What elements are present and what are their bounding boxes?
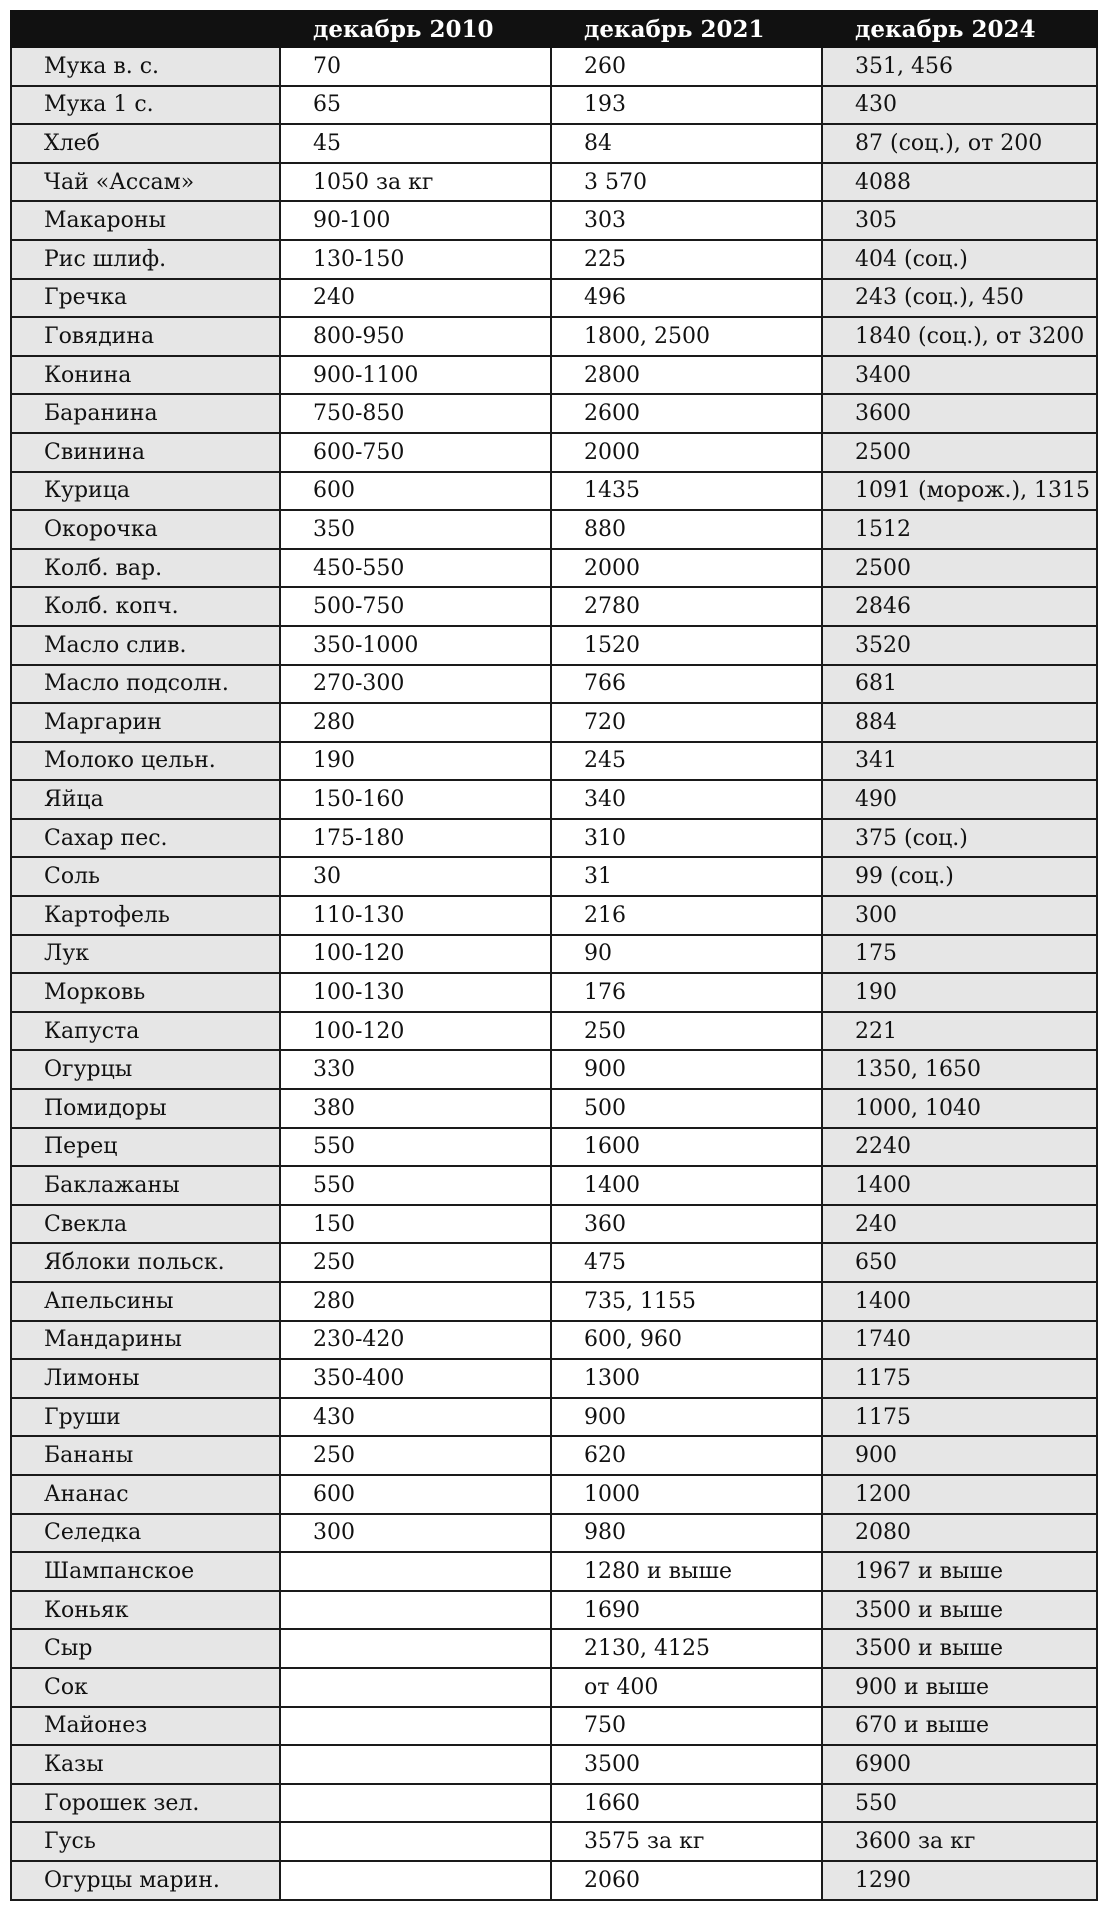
product-cell: Бананы [11,1436,280,1475]
product-cell: Говядина [11,317,280,356]
price-2024-cell: 99 (соц.) [822,857,1097,896]
price-2010-cell: 100-120 [280,1012,551,1051]
price-2021-cell: 900 [551,1050,822,1089]
product-cell: Огурцы [11,1050,280,1089]
price-2010-cell: 450-550 [280,549,551,588]
price-2021-cell: 900 [551,1398,822,1437]
product-cell: Свекла [11,1205,280,1244]
product-cell: Сок [11,1668,280,1707]
product-cell: Лимоны [11,1359,280,1398]
price-2010-cell [280,1668,551,1707]
price-2021-cell: 980 [551,1514,822,1553]
price-2021-cell: 2000 [551,433,822,472]
price-2024-cell: 1000, 1040 [822,1089,1097,1128]
price-2024-cell: 1512 [822,510,1097,549]
price-2024-cell: 175 [822,935,1097,974]
price-2024-cell: 375 (соц.) [822,819,1097,858]
price-2010-cell [280,1552,551,1591]
product-cell: Апельсины [11,1282,280,1321]
price-2024-cell: 1290 [822,1861,1097,1900]
price-2010-cell [280,1861,551,1900]
price-2024-cell: 550 [822,1784,1097,1823]
price-2024-cell: 2080 [822,1514,1097,1553]
price-2010-cell: 1050 за кг [280,163,551,202]
price-2024-cell: 884 [822,703,1097,742]
product-cell: Майонез [11,1707,280,1746]
price-2021-cell: 340 [551,780,822,819]
product-cell: Колб. копч. [11,587,280,626]
price-2021-cell: 3575 за кг [551,1822,822,1861]
table-row [11,1321,1097,1360]
price-2021-cell: 3 570 [551,163,822,202]
price-2010-cell: 270-300 [280,665,551,704]
table-row [11,819,1097,858]
price-2024-cell: 341 [822,742,1097,781]
price-2024-cell: 3400 [822,356,1097,395]
table-row [11,240,1097,279]
price-2010-cell: 300 [280,1514,551,1553]
price-2024-cell: 3500 и выше [822,1591,1097,1630]
product-cell: Масло подсолн. [11,665,280,704]
price-2024-cell: 1175 [822,1398,1097,1437]
price-2021-cell: 620 [551,1436,822,1475]
price-2010-cell [280,1784,551,1823]
price-table-container [10,10,1096,1910]
price-2010-cell: 240 [280,279,551,318]
product-cell: Масло слив. [11,626,280,665]
table-row [11,896,1097,935]
product-cell: Макароны [11,201,280,240]
price-2024-cell: 650 [822,1243,1097,1282]
product-cell: Селедка [11,1514,280,1553]
product-cell: Мука в. с. [11,47,280,86]
price-2010-cell: 430 [280,1398,551,1437]
price-2010-cell: 175-180 [280,819,551,858]
price-2010-cell: 600 [280,1475,551,1514]
price-2021-cell: 84 [551,124,822,163]
price-2021-cell: 310 [551,819,822,858]
product-cell: Хлеб [11,124,280,163]
price-2010-cell: 150 [280,1205,551,1244]
table-row [11,1668,1097,1707]
table-header [11,11,1097,47]
table-row [11,1359,1097,1398]
price-2021-cell: 245 [551,742,822,781]
price-2021-cell: 880 [551,510,822,549]
price-2010-cell [280,1591,551,1630]
product-cell: Груши [11,1398,280,1437]
price-2021-cell: 2130, 4125 [551,1629,822,1668]
price-2010-cell: 350-1000 [280,626,551,665]
product-cell: Огурцы марин. [11,1861,280,1900]
price-2021-cell: 176 [551,973,822,1012]
price-2024-cell: 1967 и выше [822,1552,1097,1591]
price-2021-cell: 2800 [551,356,822,395]
table-row [11,1436,1097,1475]
product-cell: Молоко цельн. [11,742,280,781]
price-2021-cell: 2780 [551,587,822,626]
product-cell: Коньяк [11,1591,280,1630]
price-2010-cell [280,1745,551,1784]
product-cell: Ананас [11,1475,280,1514]
table-row [11,510,1097,549]
price-2021-cell: 250 [551,1012,822,1051]
price-2021-cell: 90 [551,935,822,974]
price-2021-cell: 475 [551,1243,822,1282]
price-2021-cell: 735, 1155 [551,1282,822,1321]
price-2024-cell: 300 [822,896,1097,935]
table-row [11,47,1097,86]
table-row [11,780,1097,819]
price-2010-cell: 90-100 [280,201,551,240]
product-cell: Перец [11,1128,280,1167]
price-2010-cell: 30 [280,857,551,896]
price-2010-cell [280,1822,551,1861]
table-row [11,665,1097,704]
price-2024-cell: 404 (соц.) [822,240,1097,279]
price-2010-cell: 350 [280,510,551,549]
price-2021-cell: 2600 [551,394,822,433]
product-cell: Гусь [11,1822,280,1861]
table-row [11,472,1097,511]
price-2024-cell: 3600 за кг [822,1822,1097,1861]
price-2021-cell: 2060 [551,1861,822,1900]
price-table [10,10,1098,1901]
price-2024-cell: 900 и выше [822,1668,1097,1707]
product-cell: Морковь [11,973,280,1012]
price-2024-cell: 1840 (соц.), от 3200 [822,317,1097,356]
price-2021-cell: 1600 [551,1128,822,1167]
price-2010-cell: 65 [280,86,551,125]
product-cell: Шампанское [11,1552,280,1591]
price-2024-cell: 351, 456 [822,47,1097,86]
price-2024-cell: 1400 [822,1166,1097,1205]
price-2024-cell: 190 [822,973,1097,1012]
price-2024-cell: 1091 (морож.), 1315 [822,472,1097,511]
price-2010-cell: 330 [280,1050,551,1089]
price-2024-cell: 681 [822,665,1097,704]
table-row [11,1205,1097,1244]
price-2021-cell: 600, 960 [551,1321,822,1360]
price-2024-cell: 1175 [822,1359,1097,1398]
price-2010-cell: 190 [280,742,551,781]
product-cell: Соль [11,857,280,896]
price-2010-cell: 600 [280,472,551,511]
table-row [11,1050,1097,1089]
price-2024-cell: 221 [822,1012,1097,1051]
price-2021-cell: 3500 [551,1745,822,1784]
price-2021-cell: 2000 [551,549,822,588]
table-row [11,857,1097,896]
table-body [11,47,1097,1900]
table-row [11,433,1097,472]
header-dec-2024: декабрь 2024 [822,11,1097,47]
price-2021-cell: 1400 [551,1166,822,1205]
price-2024-cell: 430 [822,86,1097,125]
table-row [11,973,1097,1012]
table-row [11,124,1097,163]
price-2024-cell: 670 и выше [822,1707,1097,1746]
table-row [11,1012,1097,1051]
price-2010-cell: 100-130 [280,973,551,1012]
table-row [11,1745,1097,1784]
product-cell: Помидоры [11,1089,280,1128]
price-2024-cell: 900 [822,1436,1097,1475]
table-row [11,1243,1097,1282]
price-2021-cell: 1435 [551,472,822,511]
price-2021-cell: 1690 [551,1591,822,1630]
price-2010-cell: 100-120 [280,935,551,974]
product-cell: Колб. вар. [11,549,280,588]
table-row [11,935,1097,974]
table-row [11,626,1097,665]
price-2024-cell: 4088 [822,163,1097,202]
price-2024-cell: 1400 [822,1282,1097,1321]
table-row [11,1822,1097,1861]
price-2024-cell: 3520 [822,626,1097,665]
price-2021-cell: 1520 [551,626,822,665]
price-2024-cell: 1740 [822,1321,1097,1360]
table-row [11,1629,1097,1668]
price-2024-cell: 243 (соц.), 450 [822,279,1097,318]
table-row [11,279,1097,318]
price-2024-cell: 3500 и выше [822,1629,1097,1668]
header-dec-2010: декабрь 2010 [280,11,551,47]
product-cell: Баранина [11,394,280,433]
product-cell: Горошек зел. [11,1784,280,1823]
price-2021-cell: 1300 [551,1359,822,1398]
price-2024-cell: 305 [822,201,1097,240]
table-row [11,201,1097,240]
price-2010-cell: 150-160 [280,780,551,819]
product-cell: Сыр [11,1629,280,1668]
price-2010-cell [280,1629,551,1668]
product-cell: Мука 1 с. [11,86,280,125]
price-2010-cell: 550 [280,1166,551,1205]
price-2021-cell: от 400 [551,1668,822,1707]
price-2010-cell: 750-850 [280,394,551,433]
table-row [11,1475,1097,1514]
price-2010-cell: 280 [280,703,551,742]
price-2010-cell: 350-400 [280,1359,551,1398]
price-2021-cell: 500 [551,1089,822,1128]
price-2021-cell: 720 [551,703,822,742]
price-2024-cell: 87 (соц.), от 200 [822,124,1097,163]
price-2021-cell: 766 [551,665,822,704]
price-2010-cell [280,1707,551,1746]
table-row [11,1552,1097,1591]
price-2024-cell: 240 [822,1205,1097,1244]
table-row [11,1166,1097,1205]
product-cell: Мандарины [11,1321,280,1360]
price-2024-cell: 2846 [822,587,1097,626]
product-cell: Казы [11,1745,280,1784]
product-cell: Сахар пес. [11,819,280,858]
price-2021-cell: 260 [551,47,822,86]
header-product [11,11,280,47]
price-2021-cell: 303 [551,201,822,240]
price-2024-cell: 6900 [822,1745,1097,1784]
header-dec-2021: декабрь 2021 [551,11,822,47]
price-2010-cell: 110-130 [280,896,551,935]
table-row [11,549,1097,588]
product-cell: Гречка [11,279,280,318]
table-row [11,394,1097,433]
price-2021-cell: 193 [551,86,822,125]
price-2010-cell: 130-150 [280,240,551,279]
table-row [11,1591,1097,1630]
price-2024-cell: 490 [822,780,1097,819]
table-row [11,1282,1097,1321]
table-row [11,1707,1097,1746]
price-2010-cell: 70 [280,47,551,86]
table-row [11,1514,1097,1553]
price-2024-cell: 2240 [822,1128,1097,1167]
table-row [11,742,1097,781]
table-row [11,703,1097,742]
price-2024-cell: 2500 [822,433,1097,472]
table-row [11,587,1097,626]
product-cell: Курица [11,472,280,511]
table-row [11,1128,1097,1167]
price-2021-cell: 225 [551,240,822,279]
product-cell: Капуста [11,1012,280,1051]
product-cell: Маргарин [11,703,280,742]
price-2024-cell: 3600 [822,394,1097,433]
product-cell: Свинина [11,433,280,472]
price-2021-cell: 31 [551,857,822,896]
product-cell: Окорочка [11,510,280,549]
price-2010-cell: 280 [280,1282,551,1321]
price-2010-cell: 800-950 [280,317,551,356]
product-cell: Яйца [11,780,280,819]
price-2010-cell: 550 [280,1128,551,1167]
price-2010-cell: 230-420 [280,1321,551,1360]
price-2024-cell: 1200 [822,1475,1097,1514]
price-2010-cell: 380 [280,1089,551,1128]
table-row [11,163,1097,202]
table-row [11,1861,1097,1900]
price-2021-cell: 1000 [551,1475,822,1514]
price-2010-cell: 900-1100 [280,356,551,395]
product-cell: Рис шлиф. [11,240,280,279]
price-2010-cell: 250 [280,1436,551,1475]
product-cell: Лук [11,935,280,974]
price-2010-cell: 500-750 [280,587,551,626]
price-2021-cell: 750 [551,1707,822,1746]
price-2021-cell: 496 [551,279,822,318]
price-2021-cell: 1280 и выше [551,1552,822,1591]
price-2021-cell: 1800, 2500 [551,317,822,356]
product-cell: Баклажаны [11,1166,280,1205]
table-row [11,317,1097,356]
product-cell: Яблоки польск. [11,1243,280,1282]
table-row [11,86,1097,125]
price-2010-cell: 45 [280,124,551,163]
product-cell: Чай «Ассам» [11,163,280,202]
product-cell: Картофель [11,896,280,935]
price-2010-cell: 250 [280,1243,551,1282]
table-row [11,356,1097,395]
table-row [11,1784,1097,1823]
price-2010-cell: 600-750 [280,433,551,472]
table-row [11,1089,1097,1128]
price-2021-cell: 360 [551,1205,822,1244]
price-2024-cell: 2500 [822,549,1097,588]
price-2021-cell: 216 [551,896,822,935]
product-cell: Конина [11,356,280,395]
price-2024-cell: 1350, 1650 [822,1050,1097,1089]
header-row [11,11,1097,47]
price-2021-cell: 1660 [551,1784,822,1823]
table-row [11,1398,1097,1437]
